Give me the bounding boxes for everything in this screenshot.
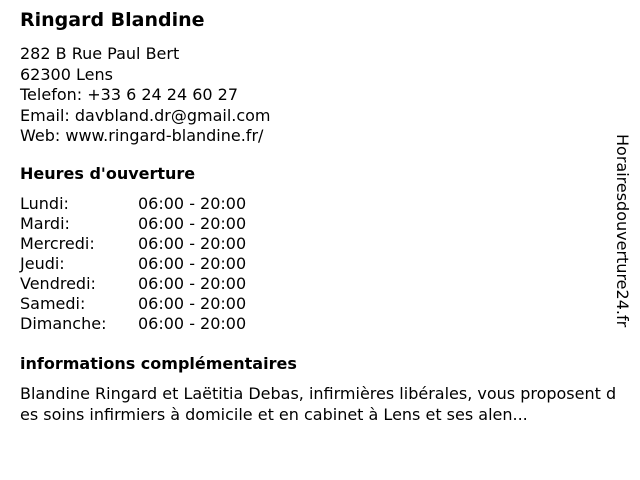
hours-row — [20, 254, 246, 274]
contact-block — [20, 44, 271, 147]
watermark: Horairesdouverture24.fr — [613, 134, 632, 328]
opening-hours-table — [20, 194, 246, 334]
hours-row — [20, 314, 246, 334]
time-range: 06:00 - 20:00 — [138, 274, 247, 293]
email: Email: davbland.dr@gmail.com — [20, 105, 271, 125]
business-name: Ringard Blandine — [20, 9, 205, 31]
time-range: 06:00 - 20:00 — [138, 314, 247, 333]
day-label: Mercredi: — [20, 234, 95, 253]
time-range: 06:00 - 20:00 — [138, 254, 247, 273]
street-address: 282 B Rue Paul Bert — [20, 44, 180, 63]
time-range: 06:00 - 20:00 — [138, 234, 247, 253]
day-label: Samedi: — [20, 294, 86, 313]
hours-row — [20, 194, 246, 214]
additional-info-text: Blandine Ringard et Laëtitia Debas, infirmières libérales, vous proposent des soins infirmiers à domicile et en cabinet à Lens et ses alen... — [20, 384, 617, 424]
hours-row — [20, 214, 246, 234]
day-label: Lundi: — [20, 194, 69, 213]
hours-row — [20, 234, 246, 254]
day-label: Dimanche: — [20, 314, 107, 333]
time-range: 06:00 - 20:00 — [138, 294, 247, 313]
day-label: Vendredi: — [20, 274, 96, 293]
day-label: Jeudi: — [20, 254, 65, 273]
phone: Telefon: +33 6 24 24 60 27 — [20, 85, 239, 104]
hours-row — [20, 274, 246, 294]
time-range: 06:00 - 20:00 — [138, 214, 247, 233]
time-range: 06:00 - 20:00 — [138, 194, 247, 213]
city: 62300 Lens — [20, 64, 113, 84]
additional-info-heading: informations complémentaires — [20, 354, 297, 373]
opening-hours-heading: Heures d'ouverture — [20, 164, 196, 183]
website: Web: www.ringard-blandine.fr/ — [20, 126, 264, 145]
day-label: Mardi: — [20, 214, 70, 233]
hours-row — [20, 294, 246, 314]
